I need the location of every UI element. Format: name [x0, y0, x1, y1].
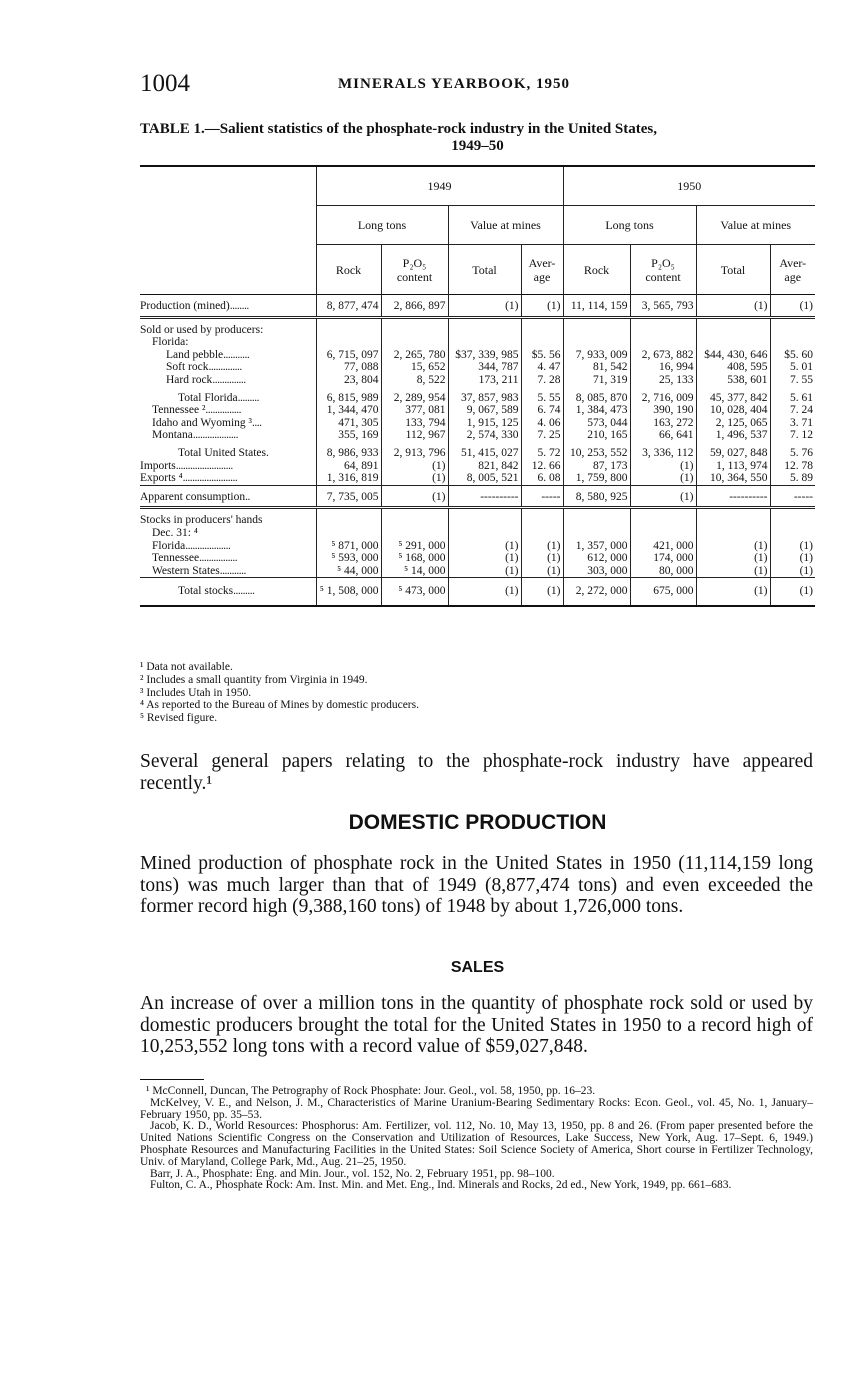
- table-cell: (1): [696, 540, 770, 553]
- table-cell: [381, 317, 448, 336]
- table-cell: 5. 55: [521, 387, 563, 405]
- footnote: Fulton, C. A., Phosphate Rock: Am. Inst. Min. and Met. Eng., Ind. Minerals and Rocks, 2d ed., New York, 1949, pp. 661–683.: [150, 1179, 732, 1192]
- table-cell: (1): [696, 578, 770, 606]
- table-cell: (1): [381, 460, 448, 473]
- footnote-rule: [140, 1079, 204, 1080]
- row-label: [140, 565, 316, 578]
- table-cell: 421, 000: [630, 540, 696, 553]
- table-cell: (1): [770, 578, 815, 606]
- table-cell: 1, 759, 800: [563, 472, 630, 485]
- row-label: [140, 460, 316, 473]
- table-cell: (1): [521, 552, 563, 565]
- row-label-text: Tennessee: [152, 552, 200, 565]
- row-label-text: Hard rock: [166, 373, 213, 386]
- row-label: [140, 578, 316, 606]
- table-cell: (1): [448, 295, 521, 318]
- table-cell: 16, 994: [630, 361, 696, 374]
- table-cell: ⁵ 1, 508, 000: [316, 578, 381, 606]
- table-notes: [140, 661, 419, 725]
- domestic-production-paragraph: Mined production of phosphate rock in the United States in 1950 (11,114,159 long tons) was much larger than that of 1949 (8,877,474 tons) and even exceeded the former record high (9,388,160 tons) of 1948 by about 1,726,000 tons.: [140, 853, 813, 917]
- table-row: [140, 429, 815, 442]
- table-cell: 12. 66: [521, 460, 563, 473]
- table-cell: 210, 165: [563, 429, 630, 442]
- table-cell: 2, 574, 330: [448, 429, 521, 442]
- table-cell: 4. 06: [521, 417, 563, 430]
- year-1949-header: 1949: [316, 166, 563, 206]
- row-label: [140, 374, 316, 387]
- table-cell: 7. 28: [521, 374, 563, 387]
- row-label-text: Florida:: [152, 336, 189, 349]
- table-row: [140, 374, 815, 387]
- table-cell: 10, 253, 552: [563, 442, 630, 460]
- table-cell: [696, 317, 770, 336]
- table-title: [140, 121, 815, 155]
- table-cell: 390, 190: [630, 404, 696, 417]
- row-label: [140, 485, 316, 508]
- table-cell: (1): [630, 485, 696, 508]
- row-label-text: Total United States: [178, 446, 266, 459]
- table-cell: (1): [770, 565, 815, 578]
- table-cell: 2, 272, 000: [563, 578, 630, 606]
- table-cell: 173, 211: [448, 374, 521, 387]
- row-label: [140, 527, 316, 540]
- table-cell: 12. 78: [770, 460, 815, 473]
- table-cell: 573, 044: [563, 417, 630, 430]
- table-cell: 8, 877, 474: [316, 295, 381, 318]
- row-label-text: Idaho and Wyoming ³: [152, 416, 252, 429]
- footnotes: [140, 1086, 813, 1192]
- table-row: [140, 485, 815, 508]
- table-cell: 5. 72: [521, 442, 563, 460]
- row-label: [140, 361, 316, 374]
- table-cell: 3, 336, 112: [630, 442, 696, 460]
- rock-header-1949: Rock: [316, 245, 381, 295]
- table-cell: [770, 317, 815, 336]
- table-cell: 25, 133: [630, 374, 696, 387]
- table-cell: 71, 319: [563, 374, 630, 387]
- table-cell: 2, 289, 954: [381, 387, 448, 405]
- table-cell: 1, 496, 537: [696, 429, 770, 442]
- table-cell: 77, 088: [316, 361, 381, 374]
- table-row: [140, 295, 815, 318]
- row-label-text: Imports: [140, 459, 176, 472]
- table-cell: 1, 384, 473: [563, 404, 630, 417]
- table-cell: [563, 317, 630, 336]
- row-label: [140, 429, 316, 442]
- table-cell: 11, 114, 159: [563, 295, 630, 318]
- row-label-text: Dec. 31: ⁴: [152, 526, 198, 539]
- row-label-text: Florida: [152, 539, 186, 552]
- table-cell: 8, 085, 870: [563, 387, 630, 405]
- table-cell: 2, 673, 882: [630, 349, 696, 362]
- table-row: [140, 565, 815, 578]
- value-at-mines-header-1949: Value at mines: [448, 206, 563, 245]
- table-cell: 1, 344, 470: [316, 404, 381, 417]
- table-cell: 5. 01: [770, 361, 815, 374]
- table-note: ² Includes a small quantity from Virginia in 1949.: [140, 673, 368, 686]
- stub-header: [140, 166, 316, 295]
- sales-paragraph: An increase of over a million tons in the quantity of phosphate rock sold or used by domestic producers brought the total for the United States in 1950 to a record high of 10,253,552 long tons with a record value of $59,027,848.: [140, 993, 813, 1057]
- row-label: [140, 552, 316, 565]
- row-label-text: Total stocks: [178, 585, 234, 598]
- long-tons-header-1949: Long tons: [316, 206, 448, 245]
- table-cell: 10, 028, 404: [696, 404, 770, 417]
- row-label: [140, 295, 316, 318]
- table-cell: (1): [770, 540, 815, 553]
- footnote: McKelvey, V. E., and Nelson, J. M., Characteristics of Marine Uranium-Bearing Sedimentary Rocks: Econ. Geol., vol. 45, No. 1, January–February 1950, pp. 35–53.: [140, 1096, 813, 1121]
- table-cell: [770, 336, 815, 349]
- table-note: ³ Includes Utah in 1950.: [140, 686, 252, 699]
- table-cell: 37, 857, 983: [448, 387, 521, 405]
- table-cell: 5. 89: [770, 472, 815, 485]
- row-label-text: Soft rock: [166, 361, 209, 374]
- leader-dots: ..: [245, 490, 250, 503]
- table-cell: 80, 000: [630, 565, 696, 578]
- table-cell: $5. 60: [770, 349, 815, 362]
- table-cell: 3, 565, 793: [630, 295, 696, 318]
- table-cell: [521, 527, 563, 540]
- table-cell: [448, 317, 521, 336]
- rock-header-1950: Rock: [563, 245, 630, 295]
- section-heading-domestic-production: DOMESTIC PRODUCTION: [348, 811, 607, 834]
- leader-dots: .: [266, 446, 269, 459]
- leader-dots: ...........: [223, 348, 250, 361]
- row-label: [140, 349, 316, 362]
- p2o5-header-1949: P₂O₅ content: [381, 245, 448, 295]
- table-cell: [696, 508, 770, 527]
- table-cell: (1): [521, 565, 563, 578]
- table-cell: $37, 339, 985: [448, 349, 521, 362]
- table-cell: 7, 933, 009: [563, 349, 630, 362]
- table-cell: ⁵ 44, 000: [316, 565, 381, 578]
- table-cell: 112, 967: [381, 429, 448, 442]
- table-cell: 174, 000: [630, 552, 696, 565]
- table-cell: ⁵ 14, 000: [381, 565, 448, 578]
- leader-dots: ...........: [219, 564, 246, 577]
- table-cell: 10, 364, 550: [696, 472, 770, 485]
- table-cell: 303, 000: [563, 565, 630, 578]
- table-cell: 1, 113, 974: [696, 460, 770, 473]
- row-label-text: Apparent consumption: [140, 490, 246, 503]
- leader-dots: .........: [233, 585, 255, 598]
- table-cell: 821, 842: [448, 460, 521, 473]
- table-cell: 2, 265, 780: [381, 349, 448, 362]
- table-cell: [448, 508, 521, 527]
- table-row: [140, 472, 815, 485]
- table-cell: ⁵ 473, 000: [381, 578, 448, 606]
- table-cell: 7. 12: [770, 429, 815, 442]
- footnote: Jacob, K. D., World Resources: Phosphorus: Am. Fertilizer, vol. 112, No. 10, May 13, 1950, pp. 8 and 26. (From paper presented before the United Nations Scientific Congress on the Conservation and Utilization of Resources, Lake Success, New York, Aug. 17–Sept. 6, 1949.) Phosphate Resources and Manufacturing Facilities in the United States: Soil Science Society of America, Short course in Fertilizer Technology, Univ. of Maryland, College Park, Md., Aug. 21–25, 1950.: [140, 1120, 813, 1168]
- table-note: ⁴ As reported to the Bureau of Mines by domestic producers.: [140, 699, 419, 712]
- table-cell: 163, 272: [630, 417, 696, 430]
- table-cell: 66, 641: [630, 429, 696, 442]
- table-row: [140, 527, 815, 540]
- leader-dots: ...............: [205, 404, 242, 417]
- table-cell: 377, 081: [381, 404, 448, 417]
- row-label-text: Exports ⁴: [140, 472, 183, 485]
- table-cell: 408, 595: [696, 361, 770, 374]
- table-cell: (1): [696, 565, 770, 578]
- table-cell: 5. 76: [770, 442, 815, 460]
- table-cell: ----------: [696, 485, 770, 508]
- table-row: [140, 552, 815, 565]
- row-label: [140, 336, 316, 349]
- row-label-text: Western States: [152, 564, 220, 577]
- table-cell: (1): [521, 295, 563, 318]
- leader-dots: ..............: [212, 373, 246, 386]
- row-label-text: Production (mined): [140, 300, 230, 312]
- table-cell: [563, 508, 630, 527]
- table-cell: 2, 866, 897: [381, 295, 448, 318]
- table-cell: [448, 336, 521, 349]
- row-label-text: Montana: [152, 429, 193, 442]
- table-cell: 81, 542: [563, 361, 630, 374]
- table-cell: ⁵ 871, 000: [316, 540, 381, 553]
- row-label: [140, 472, 316, 485]
- page-number: 1004: [140, 70, 190, 97]
- table-cell: 344, 787: [448, 361, 521, 374]
- table-cell: 612, 000: [563, 552, 630, 565]
- row-label-text: Sold or used by producers:: [140, 323, 264, 336]
- table-cell: [563, 527, 630, 540]
- table-cell: [630, 336, 696, 349]
- row-label: [140, 387, 316, 405]
- table-cell: 7. 55: [770, 374, 815, 387]
- table-cell: [630, 317, 696, 336]
- table-cell: 6. 74: [521, 404, 563, 417]
- row-label-text: Tennessee ²: [152, 404, 206, 417]
- table-cell: 133, 794: [381, 417, 448, 430]
- table-cell: [448, 527, 521, 540]
- table-cell: 1, 316, 819: [316, 472, 381, 485]
- table-cell: 355, 169: [316, 429, 381, 442]
- table-cell: 6. 08: [521, 472, 563, 485]
- section-heading-sales: SALES: [450, 959, 505, 976]
- table-cell: 8, 005, 521: [448, 472, 521, 485]
- table-cell: 7. 25: [521, 429, 563, 442]
- table-cell: 471, 305: [316, 417, 381, 430]
- table-cell: (1): [770, 295, 815, 318]
- table-cell: (1): [521, 578, 563, 606]
- table-cell: [630, 527, 696, 540]
- table-cell: (1): [630, 472, 696, 485]
- table-cell: (1): [696, 295, 770, 318]
- table-cell: [521, 508, 563, 527]
- table-cell: -----: [521, 485, 563, 508]
- leader-dots: ..............: [208, 361, 242, 374]
- table-title-line2: 1949–50: [451, 138, 504, 154]
- table-cell: [696, 527, 770, 540]
- table-cell: (1): [448, 552, 521, 565]
- table-row: [140, 361, 815, 374]
- average-header-1949: Aver-age: [521, 245, 563, 295]
- table-cell: 675, 000: [630, 578, 696, 606]
- table-title-line1: TABLE 1.—Salient statistics of the phosphate-rock industry in the United States,: [140, 121, 657, 137]
- table-cell: 23, 804: [316, 374, 381, 387]
- table-cell: 3. 71: [770, 417, 815, 430]
- table-cell: (1): [521, 540, 563, 553]
- leader-dots: ........................: [175, 459, 233, 472]
- table-cell: (1): [381, 472, 448, 485]
- table-cell: (1): [448, 540, 521, 553]
- table-cell: 9, 067, 589: [448, 404, 521, 417]
- table-cell: [770, 527, 815, 540]
- table-cell: 7. 24: [770, 404, 815, 417]
- table-cell: (1): [696, 552, 770, 565]
- table-cell: 15, 652: [381, 361, 448, 374]
- table-cell: 6, 815, 989: [316, 387, 381, 405]
- table-cell: 8, 522: [381, 374, 448, 387]
- p2o5-header-1950: P₂O₅ content: [630, 245, 696, 295]
- leader-dots: .......................: [182, 472, 238, 485]
- table-cell: (1): [381, 485, 448, 508]
- leader-dots: ...................: [185, 539, 231, 552]
- leader-dots: .........: [237, 391, 259, 404]
- leader-dots: ........: [229, 300, 249, 312]
- table-cell: [381, 508, 448, 527]
- table-cell: [521, 317, 563, 336]
- table-row: [140, 404, 815, 417]
- table-cell: [521, 336, 563, 349]
- row-label-text: Stocks in producers' hands: [140, 514, 263, 527]
- table-note: ⁵ Revised figure.: [140, 712, 218, 725]
- row-label: [140, 404, 316, 417]
- table-row: [140, 540, 815, 553]
- table-cell: ⁵ 291, 000: [381, 540, 448, 553]
- salient-statistics-table: [140, 165, 815, 607]
- table-cell: 2, 716, 009: [630, 387, 696, 405]
- table-row: [140, 442, 815, 460]
- table-cell: 538, 601: [696, 374, 770, 387]
- table-cell: [316, 336, 381, 349]
- table-row: [140, 387, 815, 405]
- table-cell: -----: [770, 485, 815, 508]
- table-cell: $5. 56: [521, 349, 563, 362]
- row-label-text: Land pebble: [166, 348, 224, 361]
- row-label: [140, 442, 316, 460]
- row-label-text: Total Florida: [178, 391, 238, 404]
- table-note: ¹ Data not available.: [140, 661, 233, 673]
- table-cell: ⁵ 168, 000: [381, 552, 448, 565]
- table-cell: 51, 415, 027: [448, 442, 521, 460]
- table-row: [140, 349, 815, 362]
- table-cell: 1, 915, 125: [448, 417, 521, 430]
- row-label: [140, 540, 316, 553]
- table-cell: 8, 986, 933: [316, 442, 381, 460]
- long-tons-header-1950: Long tons: [563, 206, 696, 245]
- table-cell: [563, 336, 630, 349]
- row-label: [140, 317, 316, 336]
- value-at-mines-header-1950: Value at mines: [696, 206, 815, 245]
- table-cell: 8, 580, 925: [563, 485, 630, 508]
- row-label: [140, 417, 316, 430]
- table-cell: 4. 47: [521, 361, 563, 374]
- table-row: [140, 508, 815, 527]
- table-row: [140, 417, 815, 430]
- table-cell: (1): [630, 460, 696, 473]
- leader-dots: ...................: [192, 429, 239, 442]
- table-cell: ----------: [448, 485, 521, 508]
- table-cell: [316, 317, 381, 336]
- table-cell: 2, 125, 065: [696, 417, 770, 430]
- average-header-1950: Aver-age: [770, 245, 815, 295]
- table-cell: 5. 61: [770, 387, 815, 405]
- year-1950-header: 1950: [563, 166, 815, 206]
- table-cell: 59, 027, 848: [696, 442, 770, 460]
- table-cell: 64, 891: [316, 460, 381, 473]
- table-cell: ⁵ 593, 000: [316, 552, 381, 565]
- table-cell: 6, 715, 097: [316, 349, 381, 362]
- table-cell: 1, 357, 000: [563, 540, 630, 553]
- table-cell: 7, 735, 005: [316, 485, 381, 508]
- table-cell: (1): [770, 552, 815, 565]
- leader-dots: ....: [251, 416, 262, 429]
- running-head: MINERALS YEARBOOK, 1950: [338, 76, 571, 92]
- table-cell: (1): [448, 565, 521, 578]
- table-cell: [316, 527, 381, 540]
- table-cell: 2, 913, 796: [381, 442, 448, 460]
- table-row: [140, 578, 815, 606]
- table-row: [140, 460, 815, 473]
- intro-paragraph: Several general papers relating to the phosphate-rock industry have appeared recently.¹: [140, 751, 813, 794]
- table-cell: [696, 336, 770, 349]
- footnote: ¹ McConnell, Duncan, The Petrography of Rock Phosphate: Jour. Geol., vol. 58, 1950, pp. 16–23.: [146, 1085, 596, 1097]
- table-cell: [770, 508, 815, 527]
- row-label: [140, 508, 316, 527]
- table-cell: 45, 377, 842: [696, 387, 770, 405]
- table-row: [140, 336, 815, 349]
- table-cell: $44, 430, 646: [696, 349, 770, 362]
- table-cell: (1): [448, 578, 521, 606]
- table-cell: [381, 527, 448, 540]
- table-cell: [630, 508, 696, 527]
- total-header-1950: Total: [696, 245, 770, 295]
- leader-dots: ................: [199, 552, 238, 565]
- table-cell: 87, 173: [563, 460, 630, 473]
- table-body: [140, 295, 815, 606]
- table-cell: [381, 336, 448, 349]
- table-row: [140, 317, 815, 336]
- table-cell: [316, 508, 381, 527]
- total-header-1949: Total: [448, 245, 521, 295]
- footnote: Barr, J. A., Phosphate: Eng. and Min. Jour., vol. 152, No. 2, February 1951, pp. 98–100.: [150, 1167, 555, 1180]
